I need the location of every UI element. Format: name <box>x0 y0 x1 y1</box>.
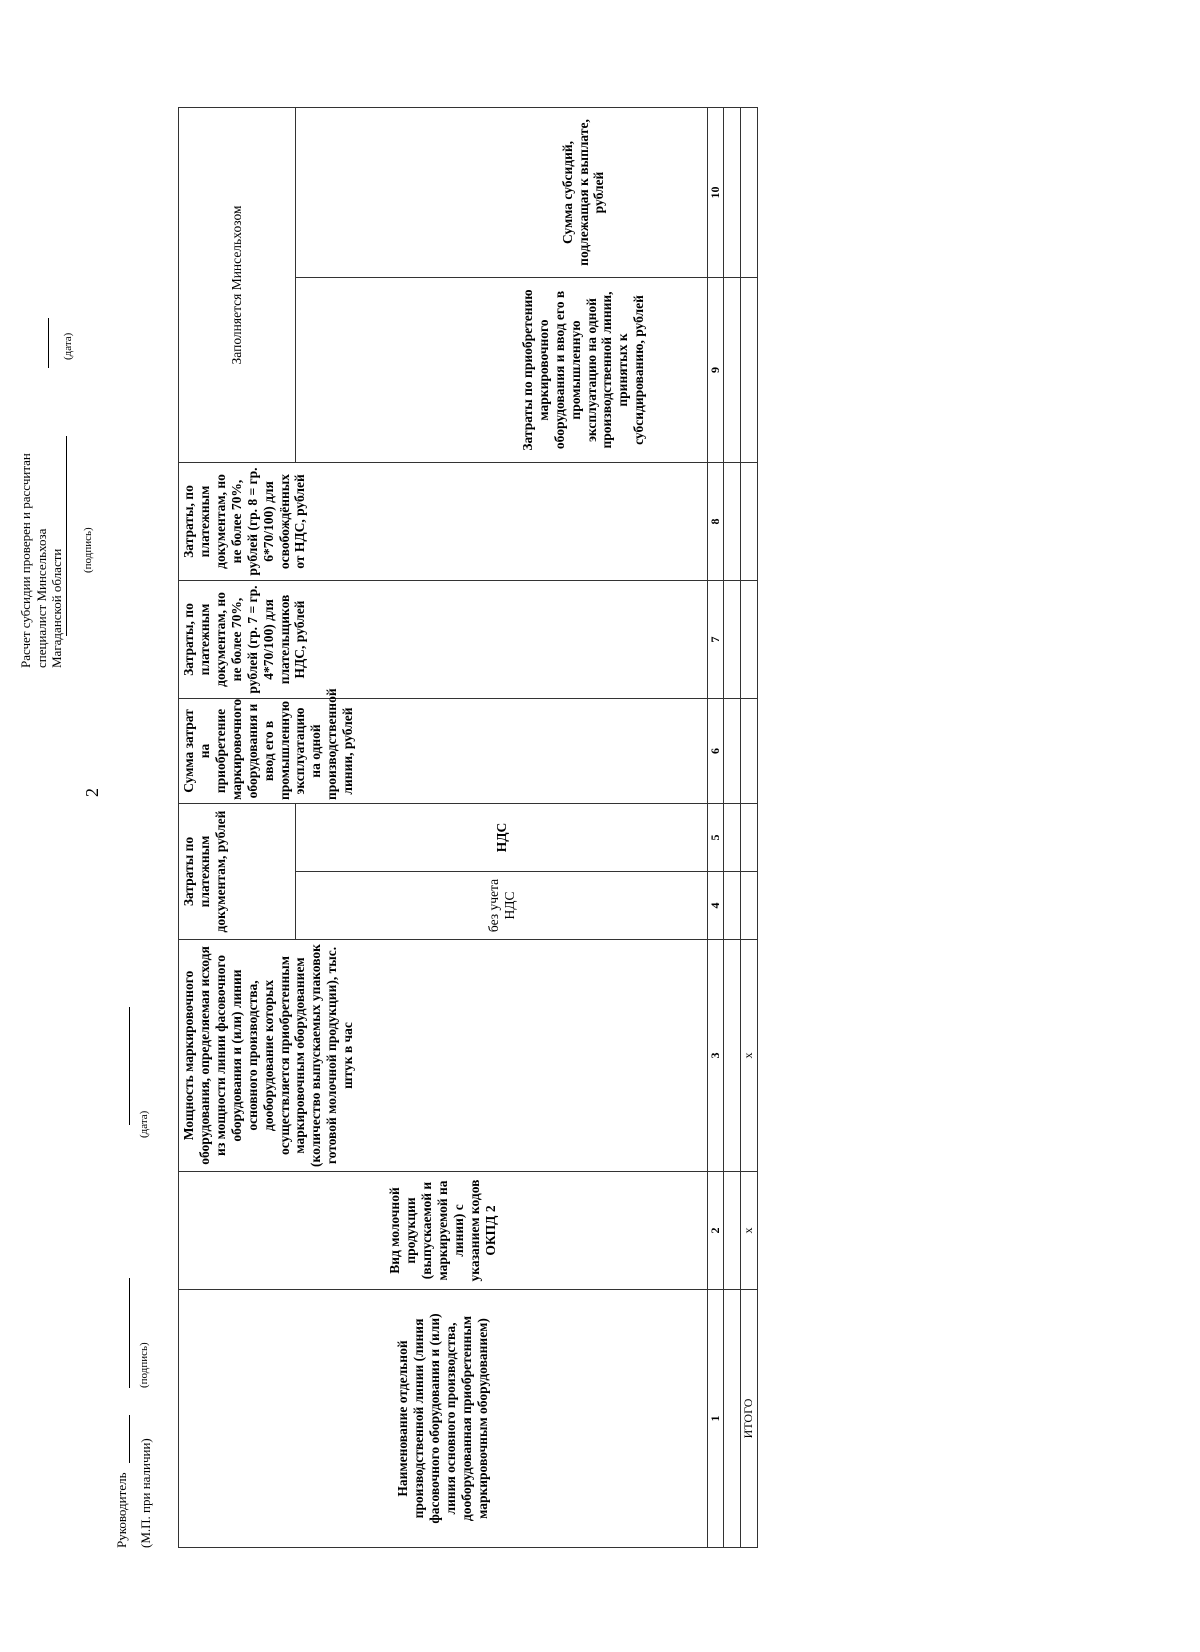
table-cell <box>724 1172 741 1290</box>
table-cell <box>741 463 758 581</box>
head-date-field[interactable] <box>129 1007 130 1125</box>
table-cell <box>724 872 741 940</box>
table-cell <box>741 872 758 940</box>
table-cell <box>724 278 741 463</box>
table-cell <box>741 581 758 699</box>
head-signature-field[interactable] <box>129 1278 130 1388</box>
mp-label: (М.П. при наличии) <box>138 1438 153 1548</box>
checked-line-2: специалист Минсельхоза <box>33 528 49 668</box>
ministry-subheader-gap-10 <box>296 107 461 277</box>
table-cell <box>724 1290 741 1548</box>
col9-header: Затраты по приобретению маркировочного оборудования и ввод его в промышленную эксплуатацию на одной производственной линии, принятых к субсидированию, рублей <box>460 278 708 463</box>
col4-header: без учета НДС <box>296 872 708 940</box>
head-short-line <box>129 1415 130 1463</box>
column-number: 10 <box>708 107 724 277</box>
column-number: 1 <box>708 1290 724 1548</box>
ministry-header: Заполняется Минсельхозом <box>179 107 296 462</box>
header-row-1 <box>179 107 296 1547</box>
page-number: 2 <box>82 788 102 797</box>
table-cell <box>741 804 758 872</box>
col2-header: Вид молочной продукции (выпускаемой и маркируемой на линии) с указанием кодов ОКПД 2 <box>179 1172 708 1290</box>
col1-header: Наименование отдельной производственной линии (линия фасовочного оборудования и (или) линия основного производства, дооборудованная приобретенным маркировочным оборудованием) <box>179 1290 708 1548</box>
col45-header: Затраты по платежным документам, рублей <box>179 804 296 940</box>
empty-data-row <box>724 107 741 1547</box>
specialist-signature-caption: (подпись) <box>82 527 94 573</box>
table-cell <box>724 804 741 872</box>
date-caption: (дата) <box>138 1110 150 1138</box>
column-number: 2 <box>708 1172 724 1290</box>
table-cell <box>724 699 741 804</box>
table-cell <box>724 463 741 581</box>
col6-header: Сумма затрат на приобретение маркировочного оборудования и ввод его в промышленную эксплуатацию на одной производственной линии, рублей <box>179 699 708 804</box>
column-number: 8 <box>708 463 724 581</box>
rotated-form <box>18 108 758 1548</box>
column-number: 4 <box>708 872 724 940</box>
checked-line-3: Магаданской области <box>49 548 65 668</box>
column-number: 7 <box>708 581 724 699</box>
table-cell <box>724 581 741 699</box>
itogo-col3: х <box>741 940 758 1172</box>
itogo-label: ИТОГО <box>741 1290 758 1548</box>
col7-header: Затраты, по платежным документам, но не более 70%, рублей (гр. 7 = гр. 4*70/100) для плательщиков НДС, рублей <box>179 581 708 699</box>
column-number: 6 <box>708 699 724 804</box>
head-captions <box>138 1048 154 1548</box>
col5-header: НДС <box>296 804 708 872</box>
head-signature-line <box>114 1007 130 1548</box>
head-label: Руководитель <box>114 1472 129 1548</box>
column-number: 9 <box>708 278 724 463</box>
table-cell <box>724 940 741 1172</box>
col8-header: Затраты, по платежным документам, но не более 70%, рублей (гр. 8 = гр. 6*70/100) для освобождённых от НДС, рублей <box>179 463 708 581</box>
table-cell <box>724 107 741 277</box>
itogo-col2: х <box>741 1172 758 1290</box>
signature-caption: (подпись) <box>138 1342 150 1388</box>
col3-header: Мощность маркировочного оборудования, определяемая исходя из мощности линии фасовочного оборудования и (или) линии основного производства, дооборудование которых осуществляется приобретенным маркировочным оборудованием (количество выпускаемых упаковок готовой молочной продукции), тыс. штук в час <box>179 940 708 1172</box>
itogo-row <box>741 107 758 1547</box>
specialist-date-field[interactable] <box>48 318 49 368</box>
table-cell <box>741 278 758 463</box>
table-cell <box>741 107 758 277</box>
subsidy-calculation-table <box>178 107 758 1548</box>
column-number: 5 <box>708 804 724 872</box>
column-number: 3 <box>708 940 724 1172</box>
col10-header: Сумма субсидий, подлежащая к выплате, рублей <box>460 107 708 277</box>
specialist-check-block <box>18 148 98 668</box>
table-cell <box>741 699 758 804</box>
column-number-row <box>708 107 724 1547</box>
specialist-signature-field[interactable] <box>66 436 67 636</box>
specialist-date-caption: (дата) <box>62 332 74 360</box>
ministry-subheader-gap-9 <box>296 278 461 463</box>
checked-line-1: Расчет субсидии проверен и рассчитан <box>18 453 33 668</box>
